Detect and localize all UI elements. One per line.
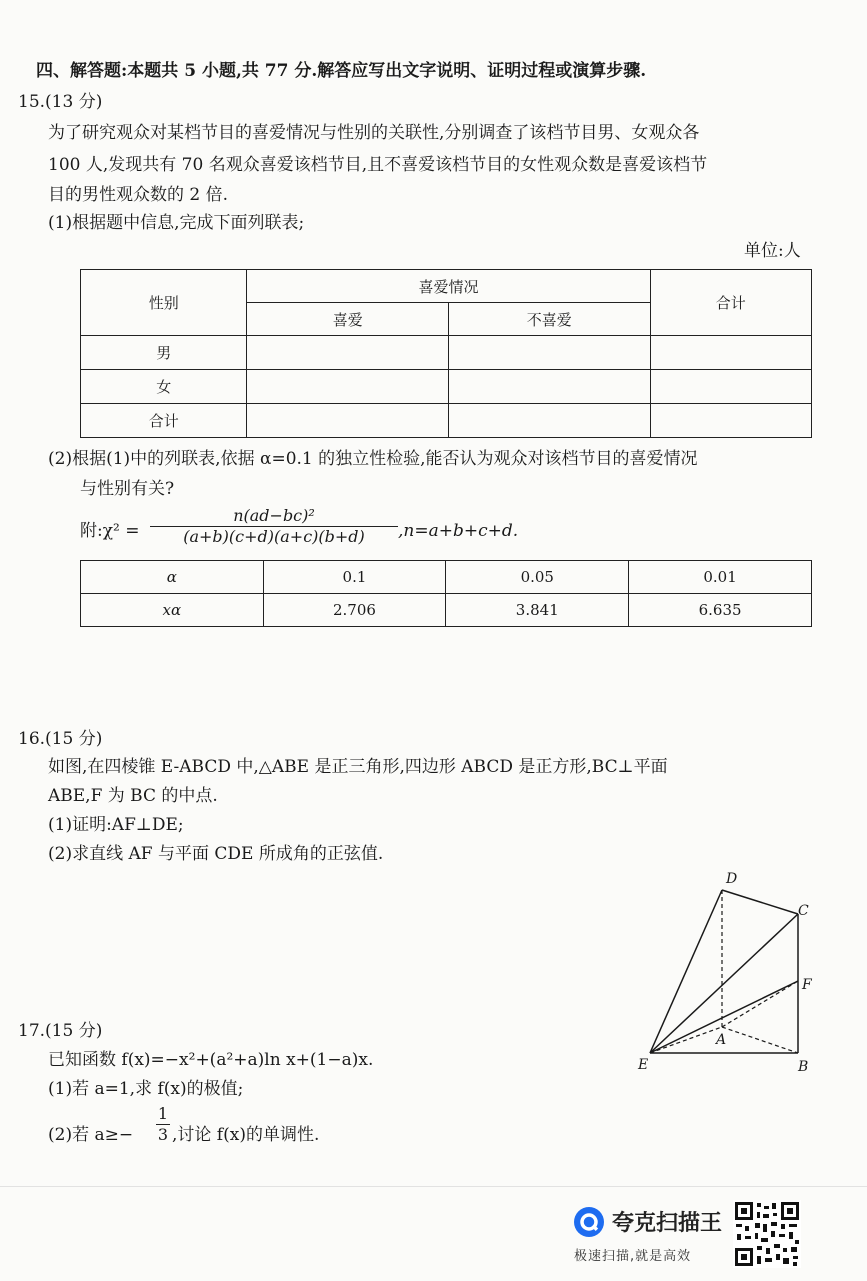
- footer-slogan: 极速扫描,就是高效: [574, 1249, 692, 1264]
- q17-part-2-suffix: ,讨论 f(x)的单调性.: [172, 1125, 320, 1145]
- label-F: F: [802, 977, 812, 993]
- edge-ED: [650, 890, 722, 1053]
- q17-number: 17.(15 分): [18, 1021, 103, 1041]
- critical-value: 2.706: [263, 594, 446, 627]
- alpha-value: 0.1: [263, 561, 446, 594]
- label-E: E: [638, 1057, 649, 1073]
- header-gender: 性别: [81, 270, 247, 336]
- q16-part-1: (1)证明:AF⊥DE;: [48, 815, 184, 835]
- q15-line-3: 目的男性观众数的 2 倍.: [48, 185, 229, 205]
- q16-number: 16.(15 分): [18, 729, 103, 749]
- q15-line-2: 100 人,发现共有 70 名观众喜爱该档节目,且不喜爱该档节目的女性观众数是喜爱该档节: [48, 155, 708, 175]
- q15-unit: 单位:人: [744, 241, 801, 261]
- table-cell: [650, 336, 811, 370]
- table-cell: [449, 370, 651, 404]
- row-label-male: 男: [81, 336, 247, 370]
- q17-frac-num: 1: [157, 1104, 169, 1123]
- q15-part-1: (1)根据题中信息,完成下面列联表;: [48, 213, 305, 233]
- table-cell: [247, 336, 449, 370]
- header-dislike: 不喜爱: [449, 303, 651, 336]
- pyramid-figure: [630, 864, 820, 1074]
- label-B: B: [798, 1059, 809, 1074]
- edge-DC: [722, 890, 798, 914]
- alpha-value: 0.05: [446, 561, 629, 594]
- critical-value: 6.635: [629, 594, 812, 627]
- alpha-row-label: α: [81, 561, 264, 594]
- formula-prefix: 附:χ² =: [80, 521, 140, 541]
- contingency-table: [80, 269, 812, 438]
- header-total: 合计: [650, 270, 811, 336]
- table-cell: [449, 404, 651, 438]
- q16-part-2: (2)求直线 AF 与平面 CDE 所成角的正弦值.: [48, 844, 384, 864]
- table-cell: [449, 336, 651, 370]
- q15-line-1: 为了研究观众对某档节目的喜爱情况与性别的关联性,分别调查了该档节目男、女观众各: [48, 123, 700, 143]
- q17-part-2-prefix: (2)若 a≥−: [48, 1125, 134, 1145]
- q15-part-2-line-2: 与性别有关?: [80, 479, 175, 499]
- table-cell: [247, 404, 449, 438]
- segment-AF-hidden: [722, 981, 798, 1027]
- q17-fraction: [156, 1104, 170, 1145]
- header-like: 喜爱: [247, 303, 449, 336]
- row-label-female: 女: [81, 370, 247, 404]
- q17-line-1: 已知函数 f(x)=−x²+(a²+a)ln x+(1−a)x.: [48, 1050, 374, 1070]
- footer-brand: 夸克扫描王: [612, 1211, 723, 1236]
- label-D: D: [726, 871, 738, 887]
- table-cell: [247, 370, 449, 404]
- footer-divider: [0, 1186, 867, 1187]
- label-A: A: [716, 1032, 727, 1048]
- q16-line-2: ABE,F 为 BC 的中点.: [48, 786, 218, 806]
- formula-numerator: n(ad−bc)²: [233, 506, 315, 525]
- header-preference: 喜爱情况: [247, 270, 650, 303]
- edge-AB-hidden: [722, 1027, 798, 1053]
- q16-line-1: 如图,在四棱锥 E-ABCD 中,△ABE 是正三角形,四边形 ABCD 是正方形,BC⊥平面: [48, 757, 668, 777]
- edge-EA-hidden: [650, 1027, 722, 1053]
- critical-row-label: xα: [81, 594, 264, 627]
- alpha-critical-table: [80, 560, 812, 627]
- alpha-value: 0.01: [629, 561, 812, 594]
- q15-part-2-line-1: (2)根据(1)中的列联表,依据 α=0.1 的独立性检验,能否认为观众对该档节目的喜爱情况: [48, 449, 698, 469]
- formula-fraction: [150, 506, 398, 547]
- quark-logo-icon: [572, 1205, 606, 1239]
- formula-suffix: ,n=a+b+c+d.: [398, 521, 519, 541]
- formula-denominator: (a+b)(c+d)(a+c)(b+d): [183, 527, 365, 546]
- critical-value: 3.841: [446, 594, 629, 627]
- q17-part-1: (1)若 a=1,求 f(x)的极值;: [48, 1079, 244, 1099]
- table-cell: [650, 370, 811, 404]
- q17-frac-den: 3: [157, 1125, 169, 1144]
- q15-number: 15.(13 分): [18, 92, 103, 112]
- row-label-total: 合计: [81, 404, 247, 438]
- label-C: C: [798, 903, 809, 919]
- table-cell: [650, 404, 811, 438]
- section-heading: 四、解答题:本题共 5 小题,共 77 分.解答应写出文字说明、证明过程或演算步骤.: [36, 61, 647, 81]
- qr-code-icon: [733, 1200, 801, 1268]
